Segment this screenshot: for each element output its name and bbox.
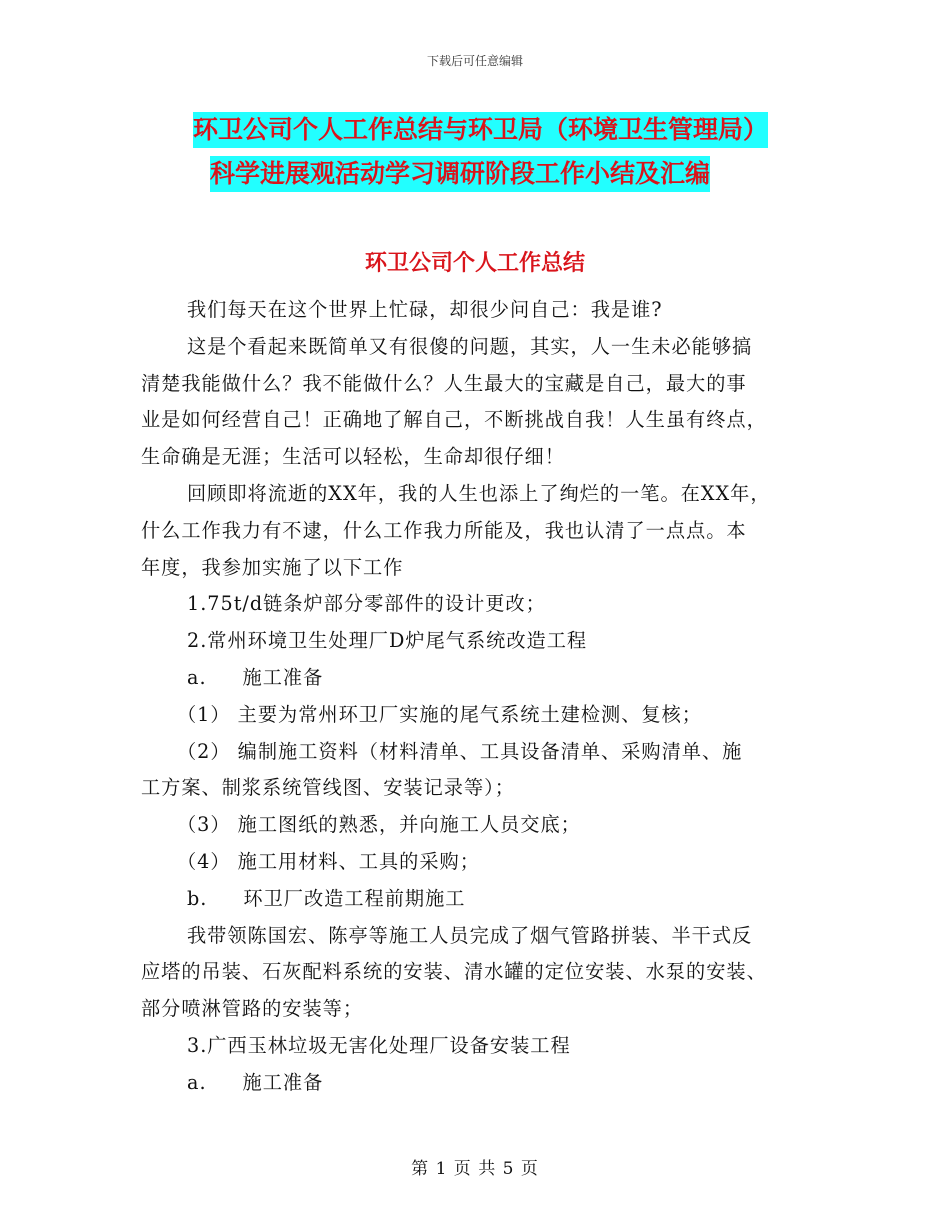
paragraph-line: 业是如何经营自己！正确地了解自己，不断挑战自我！人生虽有终点， — [141, 408, 767, 432]
list-item: 2.常州环境卫生处理厂D炉尾气系统改造工程 — [187, 629, 588, 653]
sub-item-text: 施工准备 — [242, 1070, 324, 1094]
paragraph-line: 应塔的吊装、石灰配料系统的安装、清水罐的定位安装、水泵的安装、 — [141, 960, 767, 984]
sub-item-marker: a. — [187, 1070, 207, 1094]
list-item: （2） 编制施工资料（材料清单、工具设备清单、采购清单、施 — [177, 739, 743, 763]
document-title-line-1: 环卫公司个人工作总结与环卫局（环境卫生管理局） — [193, 112, 768, 148]
header-note: 下载后可任意编辑 — [426, 54, 523, 68]
list-item: 3.广西玉林垃圾无害化处理厂设备安装工程 — [187, 1033, 571, 1057]
document-body — [141, 292, 813, 1102]
sub-item-marker: a. — [187, 665, 207, 689]
sub-item-text: 施工准备 — [242, 665, 324, 689]
paragraph-line: 清楚我能做什么？我不能做什么？人生最大的宝藏是自己，最大的事 — [141, 371, 747, 395]
section-title: 环卫公司个人工作总结 — [364, 251, 585, 276]
list-item: 1.75t/d链条炉部分零部件的设计更改； — [187, 592, 546, 616]
paragraph: 回顾即将流逝的XX年，我的人生也添上了绚烂的一笔。在XX年， — [187, 481, 771, 505]
list-item: （4） 施工用材料、工具的采购； — [177, 849, 480, 873]
sub-item — [141, 660, 813, 697]
page-footer: 第 1 页 共 5 页 — [411, 1159, 539, 1179]
paragraph-line: 部分喷淋管路的安装等； — [141, 997, 364, 1021]
document-title-line-2: 科学进展观活动学习调研阶段工作小结及汇编 — [210, 156, 710, 192]
paragraph-line: 工方案、制浆系统管线图、安装记录等）； — [141, 776, 515, 800]
sub-item-marker: b. — [187, 886, 208, 910]
paragraph: 我带领陈国宏、陈亭等施工人员完成了烟气管路拼装、半干式反 — [187, 923, 753, 947]
paragraph: 我们每天在这个世界上忙碌，却很少问自己：我是谁? — [187, 298, 663, 321]
paragraph-line: 年度，我参加实施了以下工作 — [141, 555, 404, 579]
paragraph-line: 生命确是无涯；生活可以轻松，生命却很仔细！ — [141, 445, 565, 469]
sub-item — [141, 1065, 813, 1102]
paragraph: 这是个看起来既简单又有很傻的问题，其实，人一生未必能够搞 — [187, 334, 753, 358]
sub-item — [141, 881, 813, 918]
list-item: （1） 主要为常州环卫厂实施的尾气系统土建检测、复核； — [177, 702, 702, 726]
sub-item-text: 环卫厂改造工程前期施工 — [243, 886, 466, 910]
list-item: （3） 施工图纸的熟悉，并向施工人员交底； — [177, 813, 581, 837]
paragraph-line: 什么工作我力有不逮，什么工作我力所能及，我也认清了一点点。本 — [141, 518, 747, 542]
